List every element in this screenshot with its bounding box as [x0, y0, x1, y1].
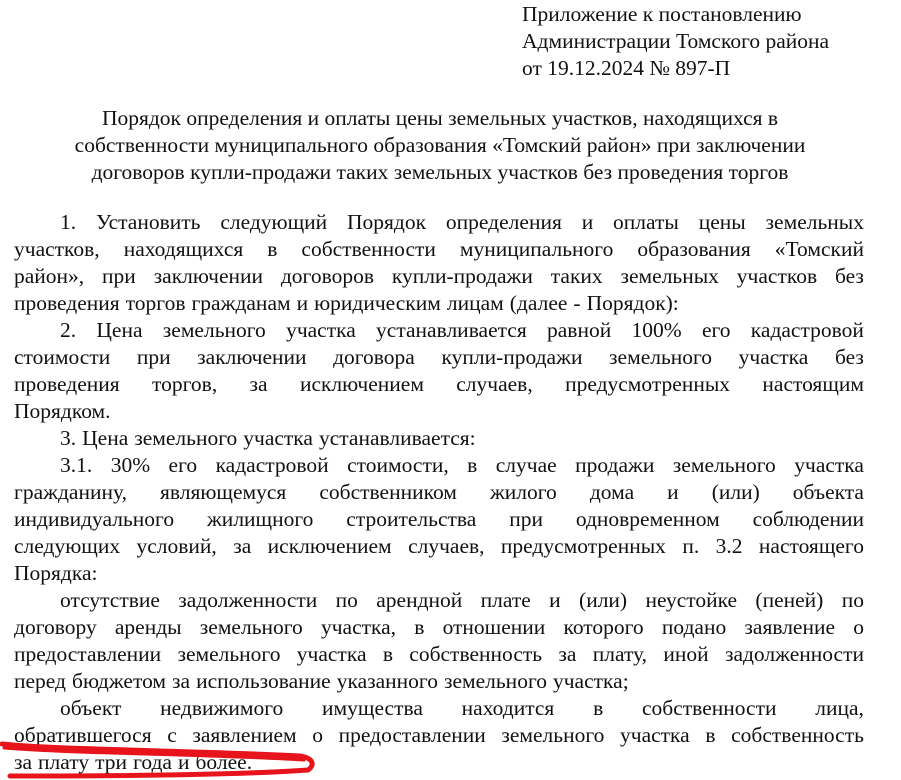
word: и	[549, 588, 561, 612]
word: 1.	[60, 210, 77, 234]
word: о	[853, 615, 864, 639]
word: его	[701, 318, 731, 342]
paragraph-line	[14, 722, 864, 749]
word: устанавливается:	[318, 426, 476, 450]
document-title	[14, 105, 866, 186]
word: 3.1.	[60, 453, 93, 477]
word: при	[509, 507, 543, 531]
word: земельного	[609, 345, 713, 369]
word: за	[14, 750, 33, 774]
word: 2.	[60, 318, 77, 342]
paragraph-line	[14, 371, 864, 398]
word: дома	[589, 480, 635, 504]
word: при	[102, 264, 136, 288]
word: (пеней)	[755, 588, 824, 612]
word: участка	[296, 642, 367, 666]
paragraph-line	[14, 425, 864, 452]
word: собственником	[319, 480, 457, 504]
word: плате	[480, 588, 531, 612]
word: предоставлении	[338, 723, 486, 747]
paragraph-line	[14, 506, 864, 533]
word: проведения	[14, 372, 120, 396]
word: земельного	[177, 642, 281, 666]
paragraph-line	[14, 344, 864, 371]
word: за	[233, 534, 252, 558]
word: в	[705, 723, 716, 747]
document-body	[14, 209, 864, 776]
word: следующий	[220, 210, 328, 234]
word: участка	[243, 426, 313, 450]
word: его	[168, 453, 198, 477]
word: без	[834, 345, 864, 369]
paragraph-line	[14, 641, 864, 668]
word: в	[382, 642, 393, 666]
word: договора	[333, 345, 415, 369]
word: являющемуся	[159, 480, 287, 504]
word: оплаты	[613, 210, 679, 234]
word: определения	[445, 210, 562, 234]
word: предусмотренных	[500, 534, 666, 558]
word: договоров	[280, 264, 374, 288]
word: случаев,	[408, 534, 485, 558]
word: (далее	[509, 291, 568, 315]
word: таких	[550, 264, 603, 288]
word: земельного	[199, 615, 303, 639]
word: продажи	[575, 453, 655, 477]
word: недвижимого	[160, 696, 284, 720]
word: соблюдении	[752, 507, 864, 531]
word: имущества	[322, 696, 423, 720]
word: при	[136, 345, 171, 369]
word: предусмотренных	[565, 372, 731, 396]
paragraph-line	[14, 614, 864, 641]
word: исключением	[299, 372, 424, 396]
word: заявлением	[192, 723, 297, 747]
word: настоящего	[758, 534, 864, 558]
word: устанавливается	[376, 318, 527, 342]
word: настоящим	[762, 372, 864, 396]
word: образования	[637, 237, 751, 261]
word: за	[558, 642, 577, 666]
annex-line: Приложение к постановлению	[522, 2, 802, 26]
paragraph-line	[14, 560, 864, 587]
word: участков	[736, 264, 818, 288]
word: отношении	[442, 615, 546, 639]
word: в	[414, 615, 425, 639]
paragraph-line	[14, 695, 864, 722]
word: аренды	[114, 615, 182, 639]
word: Порядка:	[14, 561, 98, 585]
word: заключении	[153, 264, 263, 288]
word: участка;	[552, 669, 629, 693]
word: в	[593, 696, 604, 720]
word: гражданам	[191, 291, 291, 315]
word: земельного	[501, 723, 605, 747]
word: Порядком.	[14, 399, 111, 423]
word: одновременном	[575, 507, 720, 531]
word: задолженности	[724, 642, 864, 666]
word: 3.2	[715, 534, 743, 558]
word: собственности	[642, 696, 777, 720]
annex-header	[522, 1, 829, 82]
word: находится	[461, 696, 555, 720]
word: лицам	[446, 291, 504, 315]
word: 3.	[60, 426, 77, 450]
word: кадастровой	[750, 318, 864, 342]
word: и	[177, 750, 190, 774]
paragraph-line	[14, 398, 864, 425]
word: три	[95, 750, 128, 774]
word: плату,	[592, 642, 648, 666]
word: без	[834, 264, 864, 288]
word: за	[249, 372, 268, 396]
word: -	[573, 291, 581, 315]
word: и	[667, 480, 679, 504]
word: земельного	[443, 669, 547, 693]
word: купли-продажи	[441, 345, 583, 369]
word: земельного	[134, 426, 238, 450]
paragraph-line	[14, 236, 864, 263]
word: участков,	[14, 237, 100, 261]
paragraph-line	[14, 668, 864, 695]
word: которого	[563, 615, 644, 639]
word: в	[467, 453, 478, 477]
word: земельных	[765, 210, 864, 234]
word: указанного	[336, 669, 438, 693]
paragraph-line	[14, 317, 864, 344]
paragraph-line	[14, 290, 864, 317]
word: заключении	[197, 345, 307, 369]
word: по	[841, 588, 864, 612]
word: 100%	[631, 318, 682, 342]
word: случае	[495, 453, 557, 477]
word: строительства	[346, 507, 477, 531]
word: бюджетом	[72, 669, 167, 693]
annex-line: от 19.12.2024 № 897-П	[522, 56, 731, 80]
word: условий,	[136, 534, 217, 558]
word: отсутствие	[60, 588, 160, 612]
word: в	[267, 237, 278, 261]
paragraph-line	[14, 533, 864, 560]
word: купли-продажи	[391, 264, 533, 288]
word: и	[581, 210, 594, 234]
word: использование	[196, 669, 331, 693]
word: Порядок	[347, 210, 427, 234]
word: предоставлении	[14, 642, 162, 666]
paragraph-line	[14, 587, 864, 614]
word: следующих	[14, 534, 121, 558]
word: стоимости	[14, 345, 111, 369]
word: находящихся	[123, 237, 244, 261]
paragraph-line	[14, 479, 864, 506]
word: неустойке	[645, 588, 738, 612]
word: юридическим	[314, 291, 441, 315]
paragraph-line	[14, 749, 864, 776]
word: участка,	[320, 615, 397, 639]
word: участка	[620, 723, 690, 747]
word: (или)	[711, 480, 760, 504]
word: собственность	[731, 723, 864, 747]
word: исключением	[267, 534, 392, 558]
word: арендной	[376, 588, 463, 612]
word: с	[167, 723, 177, 747]
word: индивидуального	[14, 507, 175, 531]
annex-line: Администрации Томского района	[522, 29, 830, 53]
word: 30%	[110, 453, 151, 477]
paragraph-line	[14, 263, 864, 290]
word: «Томский	[774, 237, 864, 261]
title-line: договоров купли-продажи таких земельных участков без проведения торгов	[91, 160, 789, 184]
word: земельного	[162, 318, 266, 342]
word: и	[296, 291, 309, 315]
word: земельных	[620, 264, 719, 288]
paragraph-line	[14, 209, 864, 236]
word: цены	[698, 210, 746, 234]
paragraph-line	[14, 452, 864, 479]
word: Цена	[82, 426, 129, 450]
word: гражданину,	[14, 480, 127, 504]
word: подано	[661, 615, 727, 639]
word: объекта	[792, 480, 864, 504]
word: торгов	[125, 291, 186, 315]
word: проведения	[14, 291, 120, 315]
word: о	[312, 723, 323, 747]
word: торгов,	[152, 372, 218, 396]
word: участка	[738, 345, 809, 369]
word: район»,	[14, 264, 85, 288]
word: случаев,	[456, 372, 533, 396]
word: Установить	[95, 210, 201, 234]
word: лица,	[815, 696, 864, 720]
word: задолженности	[178, 588, 318, 612]
word: равной	[547, 318, 612, 342]
word: за	[172, 669, 191, 693]
word: участка	[286, 318, 356, 342]
word: заявление	[744, 615, 836, 639]
word: договору	[14, 615, 97, 639]
word: собственность	[409, 642, 543, 666]
word: собственности	[301, 237, 436, 261]
word: более.	[195, 750, 253, 774]
title-line: собственности муниципального образования «Томский район» при заключении	[74, 133, 806, 157]
word: жилищного	[206, 507, 314, 531]
word: объект	[60, 696, 122, 720]
word: иной	[663, 642, 709, 666]
word: плату	[38, 750, 90, 774]
word: стоимости,	[347, 453, 449, 477]
word: жилого	[489, 480, 557, 504]
word: года	[133, 750, 172, 774]
word: (или)	[579, 588, 628, 612]
word: участка	[794, 453, 864, 477]
word: п.	[682, 534, 700, 558]
word: обратившегося	[14, 723, 152, 747]
title-line: Порядок определения и оплаты цены земельных участков, находящихся в	[101, 106, 779, 130]
word: кадастровой	[215, 453, 329, 477]
word: муниципального	[459, 237, 614, 261]
word: земельного	[672, 453, 776, 477]
word: Цена	[96, 318, 143, 342]
word: по	[335, 588, 358, 612]
word: Порядок):	[586, 291, 679, 315]
word: перед	[14, 669, 66, 693]
